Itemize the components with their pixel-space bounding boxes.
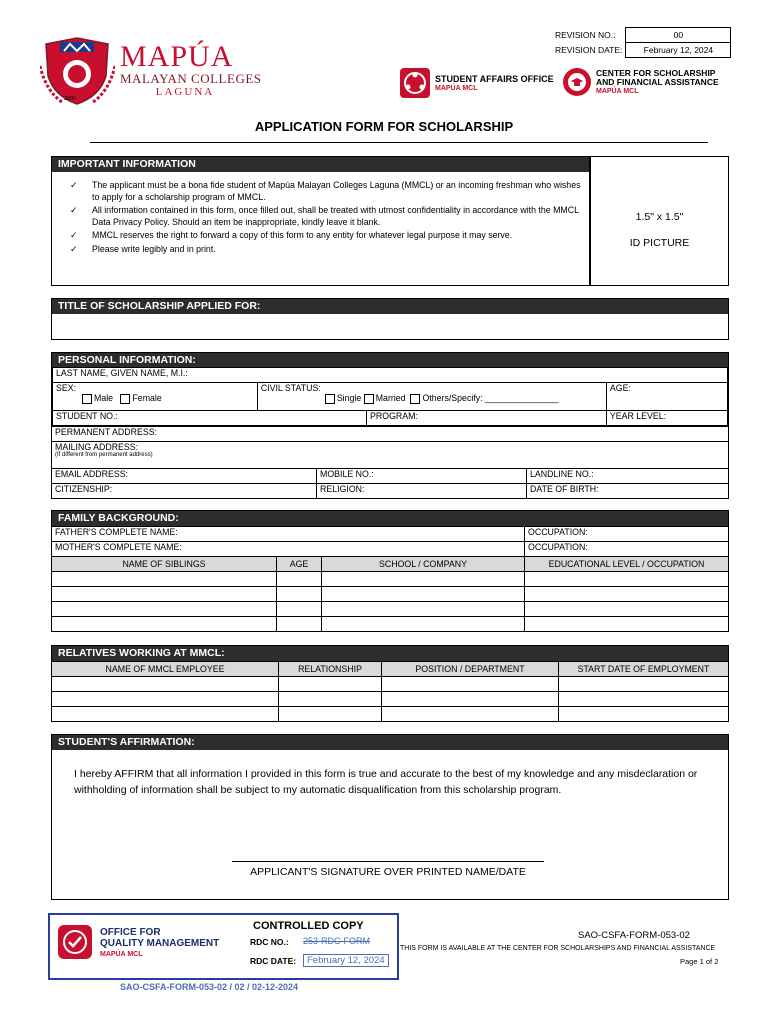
csfa-name-2: AND FINANCIAL ASSISTANCE [596,77,719,87]
availability-note: THIS FORM IS AVAILABLE AT THE CENTER FOR SCHOLARSHIPS AND FINANCIAL ASSISTANCE [400,945,716,952]
affirmation-text: I hereby AFFIRM that all information I provided in this form is true and accurate to the best of my knowledge and any misdeclaration or withholding of information shall be subject to my automatic disqualification from this scholarship program. [74,768,698,796]
relatives-heading: RELATIVES WORKING AT MMCL: [51,645,729,662]
table-row[interactable] [52,677,729,692]
married-checkbox[interactable] [364,394,374,404]
title-divider [90,142,708,143]
signature-label: APPLICANT'S SIGNATURE OVER PRINTED NAME/DATE [250,866,526,878]
csfa-sub: MAPÚA MCL [596,88,639,95]
important-info-list [52,180,589,255]
col-header: EDUCATIONAL LEVEL / OCCUPATION [525,557,729,572]
check-icon: ✓ [70,243,78,254]
col-header: POSITION / DEPARTMENT [382,662,559,677]
permanent-address-field[interactable]: PERMANENT ADDRESS: [52,427,729,442]
page-title: APPLICATION FORM FOR SCHOLARSHIP [254,119,514,134]
table-row[interactable] [52,707,729,722]
important-info-section [51,156,590,286]
mailing-address-note: (If different from permanent address) [55,452,153,458]
csfa-label [596,69,736,96]
page-number: Page 1 of 2 [680,957,719,966]
table-row[interactable] [52,692,729,707]
list-item: ✓ Please write legibly and in print. [70,243,216,254]
student-no-field[interactable]: STUDENT NO.: [53,411,258,426]
age-field[interactable]: AGE: [606,383,727,411]
list-item: ✓ All information contained in this form, once filled out, shall be treated with utmost confidentiality in accordance with the MMCL Data Privacy Policy. Should an item be inappropriate, kindly leave it blank. [70,205,579,227]
revision-date-value: February 12, 2024 [626,43,731,58]
mobile-field[interactable]: MOBILE NO.: [317,469,527,484]
single-checkbox[interactable] [325,394,335,404]
brand-campus: LAGUNA [155,86,215,98]
table-row[interactable] [52,587,729,602]
id-picture-label: ID PICTURE [629,237,690,249]
brand-wordmark [120,42,262,98]
controlled-copy-label: CONTROLLED COPY [253,920,364,932]
col-header: START DATE OF EMPLOYMENT [559,662,729,677]
father-occupation-field[interactable]: OCCUPATION: [525,527,729,542]
list-item: ✓ MMCL reserves the right to forward a copy of this form to any entity for whatever legal purpose it may serve. [70,230,513,240]
mother-occupation-field[interactable]: OCCUPATION: [525,542,729,557]
csfa-name-1: CENTER FOR SCHOLARSHIP [596,68,716,78]
scholarship-title-section [51,298,729,340]
family-table [51,526,729,632]
program-field[interactable]: PROGRAM: [367,411,607,426]
religion-field[interactable]: RELIGION: [317,484,527,499]
check-icon: ✓ [70,180,78,190]
id-picture-size: 1.5" x 1.5" [635,211,684,223]
important-info-heading: IMPORTANT INFORMATION [52,157,589,172]
controlled-copy-stamp [48,913,399,980]
brand-subtitle: MALAYAN COLLEGES [120,71,262,86]
revision-date-label: REVISION DATE: [555,45,623,55]
col-header: AGE [277,557,322,572]
male-checkbox[interactable] [82,394,92,404]
female-checkbox[interactable] [120,394,130,404]
form-code: SAO-CSFA-FORM-053-02 [578,930,690,941]
mailing-address-field[interactable]: MAILING ADDRESS: (If different from permanent address) [52,442,729,469]
father-name-field[interactable]: FATHER'S COMPLETE NAME: [52,527,525,542]
oqm-label: OFFICE FOR QUALITY MANAGEMENT MAPÚA MCL [100,927,220,958]
personal-info-table [52,367,728,426]
rdc-date-label: RDC DATE: [250,956,297,966]
rdc-date-value: February 12, 2024 [303,954,389,967]
scholarship-center-icon [562,67,592,97]
col-header: SCHOOL / COMPANY [322,557,525,572]
sex-field[interactable]: SEX: Male Female [53,383,258,411]
logo-year: 2006 [64,96,76,102]
rdc-no-label: RDC NO.: [250,937,289,947]
col-header: NAME OF SIBLINGS [52,557,277,572]
sao-label [435,74,554,94]
citizenship-field[interactable]: CITIZENSHIP: [52,484,317,499]
signature-line[interactable] [232,861,544,862]
quality-management-icon [58,925,92,959]
id-picture-box[interactable] [590,156,729,286]
revision-no-label: REVISION NO.: [555,30,616,40]
check-icon: ✓ [70,230,78,240]
table-row[interactable] [52,617,729,632]
list-item: ✓ The applicant must be a bona fide student of Mapúa Malayan Colleges Laguna (MMCL) or an incoming freshman who wishes to apply for a scholarship program of MMCL. [70,180,581,202]
name-field[interactable]: LAST NAME, GIVEN NAME, M.I.: [53,368,728,383]
year-level-field[interactable]: YEAR LEVEL: [606,411,727,426]
table-row[interactable] [52,602,729,617]
personal-info-section [51,352,729,426]
relatives-section [51,645,729,722]
scholarship-title-field[interactable] [52,314,728,338]
sao-sub: MAPÚA MCL [435,85,478,92]
family-heading: FAMILY BACKGROUND: [51,510,729,527]
family-section [51,510,729,632]
student-affairs-icon [400,68,430,98]
sao-name: STUDENT AFFAIRS OFFICE [435,74,554,84]
col-header: RELATIONSHIP [279,662,382,677]
mapua-seal-icon [40,36,115,106]
scholarship-title-heading: TITLE OF SCHOLARSHIP APPLIED FOR: [52,299,728,314]
personal-info-table-2 [51,426,729,499]
email-field[interactable]: EMAIL ADDRESS: [52,469,317,484]
revision-table [552,27,731,58]
table-row[interactable] [52,572,729,587]
personal-info-heading: PERSONAL INFORMATION: [52,353,728,368]
landline-field[interactable]: LANDLINE NO.: [527,469,729,484]
revision-no-value: 00 [626,28,731,43]
brand-name: MAPÚA [120,40,234,73]
form-code-stamp: SAO-CSFA-FORM-053-02 / 02 / 02-12-2024 [120,982,299,992]
check-icon: ✓ [70,205,78,215]
civil-status-field[interactable]: CIVIL STATUS: Single Married Others/Specify: _______________ [257,383,606,411]
rdc-no-value: 253-RDC-FORM [303,936,371,946]
mother-name-field[interactable]: MOTHER'S COMPLETE NAME: [52,542,525,557]
dob-field[interactable]: DATE OF BIRTH: [527,484,729,499]
relatives-table [51,661,729,722]
others-checkbox[interactable] [410,394,420,404]
affirmation-heading: STUDENT'S AFFIRMATION: [52,735,728,750]
col-header: NAME OF MMCL EMPLOYEE [52,662,279,677]
